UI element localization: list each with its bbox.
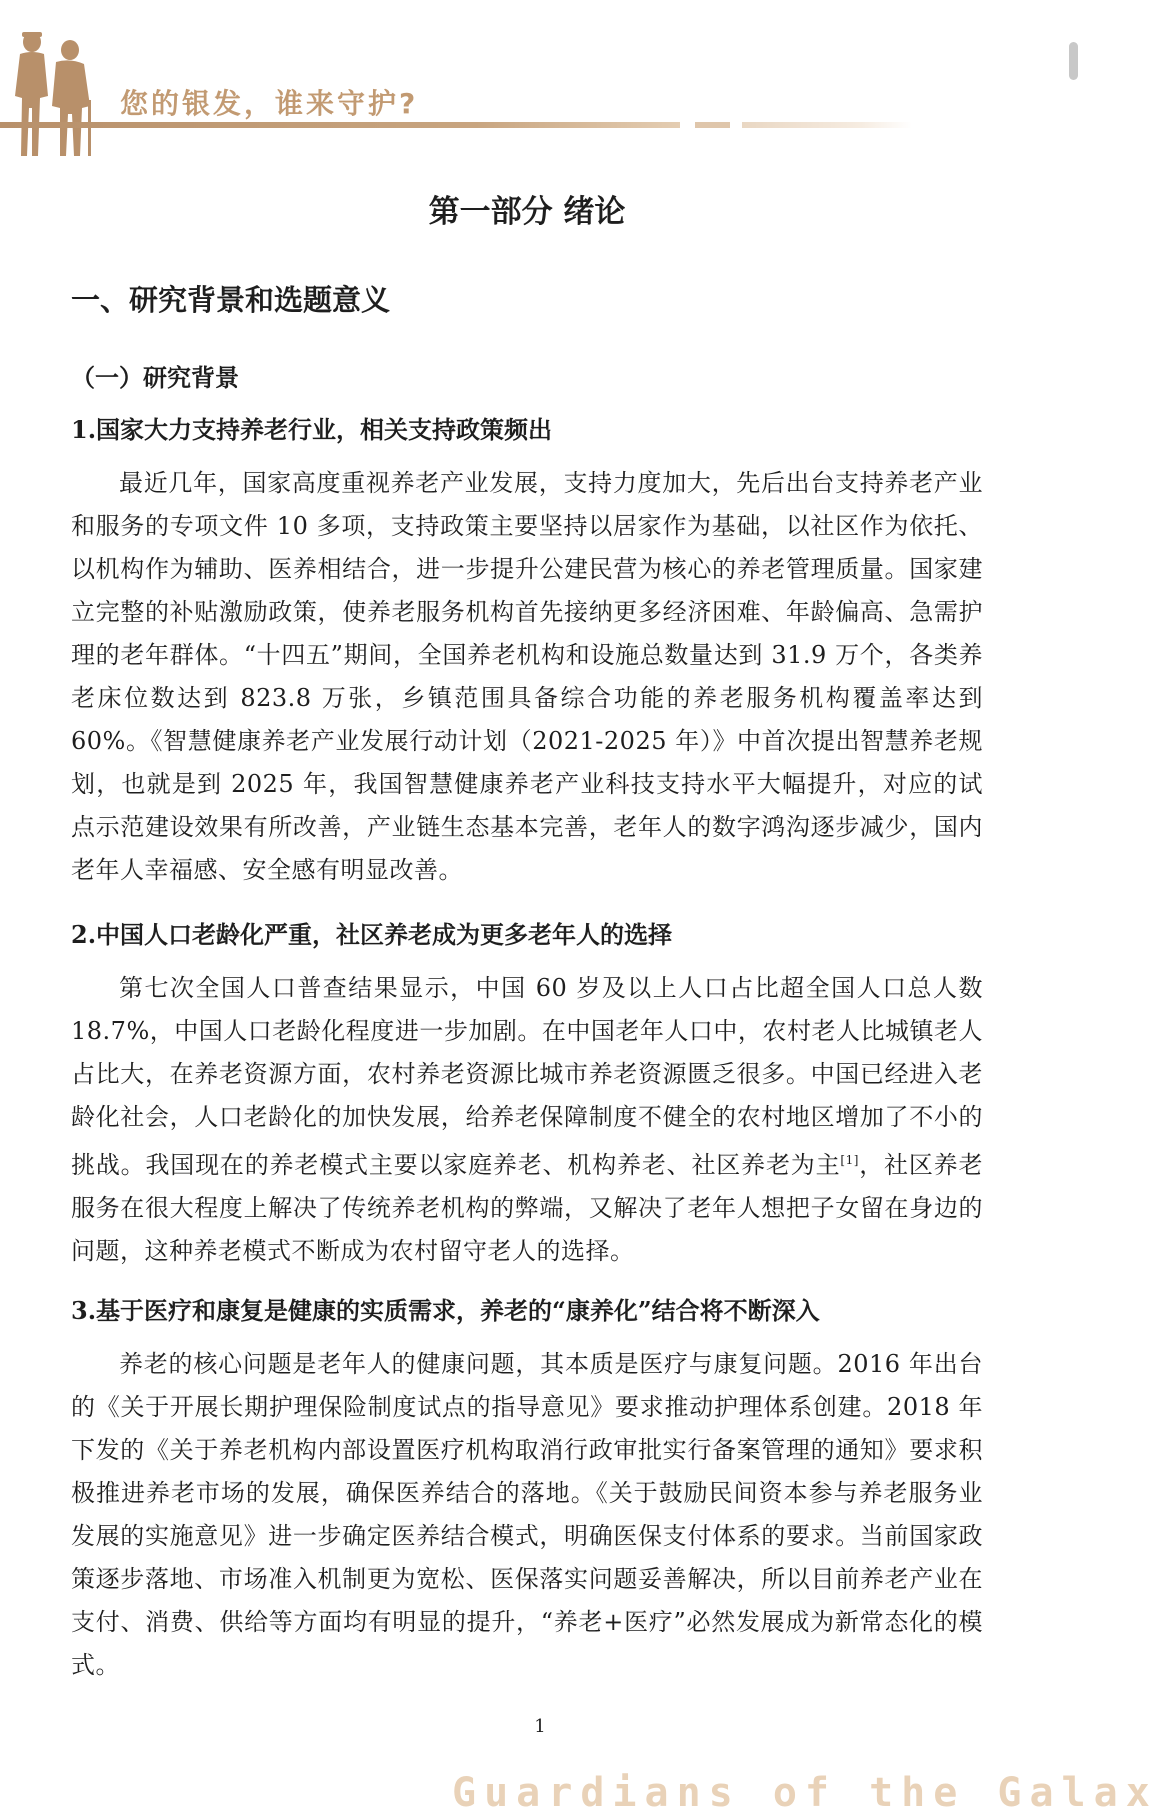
header-rule-fade [742,122,912,128]
header-rule-segment [695,122,730,128]
paragraph-text: 第七次全国人口普查结果显示，中国 60 岁及以上人口占比超全国人口总人数 18.7%，中国人口老龄化程度进一步加剧。在中国老年人口中，农村老人比城镇老人占比大，在养老资源方面，农村养老资源比城市养老资源匮乏很多。中国已经进入老龄化社会，人口老龄化的加快发展，给养老保障制度不健全的农村地区增加了不小的挑战。我国现在的养老模式主要以家庭养老、机构养老、社区养老为主 [71,974,983,1179]
section-title: 一、研究背景和选题意义 [71,283,391,317]
point-heading: 1.国家大力支持养老行业，相关支持政策频出 [71,415,553,444]
point-paragraph: 最近几年，国家高度重视养老产业发展，支持力度加大，先后出台支持养老产业和服务的专项文件 10 多项，支持政策主要坚持以居家作为基础，以社区作为依托、以机构作为辅助、医养相结合，进一步提升公建民营为核心的养老管理质量。国家建立完整的补贴激励政策，使养老服务机构首先接纳更多经济困难、年龄偏高、急需护理的老年群体。“十四五”期间，全国养老机构和设施总数量达到 31.9 万个，各类养老床位数达到 823.8 万张，乡镇范围具备综合功能的养老服务机构覆盖率达到 60%。《智慧健康养老产业发展行动计划（2021-2025 年）》中首次提出智慧养老规划，也就是到 2025 年，我国智慧健康养老产业科技支持水平大幅提升，对应的试点示范建设效果有所改善，产业链生态基本完善，老年人的数字鸿沟逐步减少，国内老年人幸福感、安全感有明显改善。 [71,469,983,884]
subsection-title: （一）研究背景 [71,363,239,392]
page-number: 1 [534,1716,546,1737]
document-body [71,190,984,1679]
background-point-1 [71,412,983,892]
watermark: Guardians of the Galax [452,1770,1158,1816]
part-title: 第一部分 绪论 [428,194,626,230]
scrollbar-thumb[interactable] [1069,42,1078,80]
point-paragraph: 养老的核心问题是老年人的健康问题，其本质是医疗与康复问题。2016 年出台的《关于开展长期护理保险制度试点的指导意见》要求推动护理体系创建。2018 年下发的《关于养老机构内部设置医疗机构取消行政审批实行备案管理的通知》要求积极推进养老市场的发展，确保医养结合的落地。《关于鼓励民间资本参与养老服务业发展的实施意见》进一步确定医养结合模式，明确医保支付体系的要求。当前国家政策逐步落地、市场准入机制更为宽松、医保落实问题妥善解决，所以目前养老产业在支付、消费、供给等方面均有明显的提升，“养老+医疗”必然发展成为新常态化的模式。 [71,1350,983,1679]
point-heading: 2.中国人口老龄化严重，社区养老成为更多老年人的选择 [71,920,673,949]
elderly-couple-silhouette-icon [10,30,100,160]
page-header [0,0,1080,190]
background-point-2 [71,917,983,1273]
background-point-3 [71,1293,983,1687]
citation-reference[interactable]: [1] [840,1153,859,1167]
point-heading: 3.基于医疗和康复是健康的实质需求，养老的“康养化”结合将不断深入 [71,1296,820,1325]
paragraph-text: ，社区养老服务在很大程度上解决了传统养老机构的弊端，又解决了老年人想把子女留在身边的问题，这种养老模式不断成为农村留守老人的选择。 [71,1151,984,1265]
point-paragraph [71,967,983,1273]
header-rule [0,122,680,128]
header-slogan: 您的银发，谁来守护? [120,87,419,120]
